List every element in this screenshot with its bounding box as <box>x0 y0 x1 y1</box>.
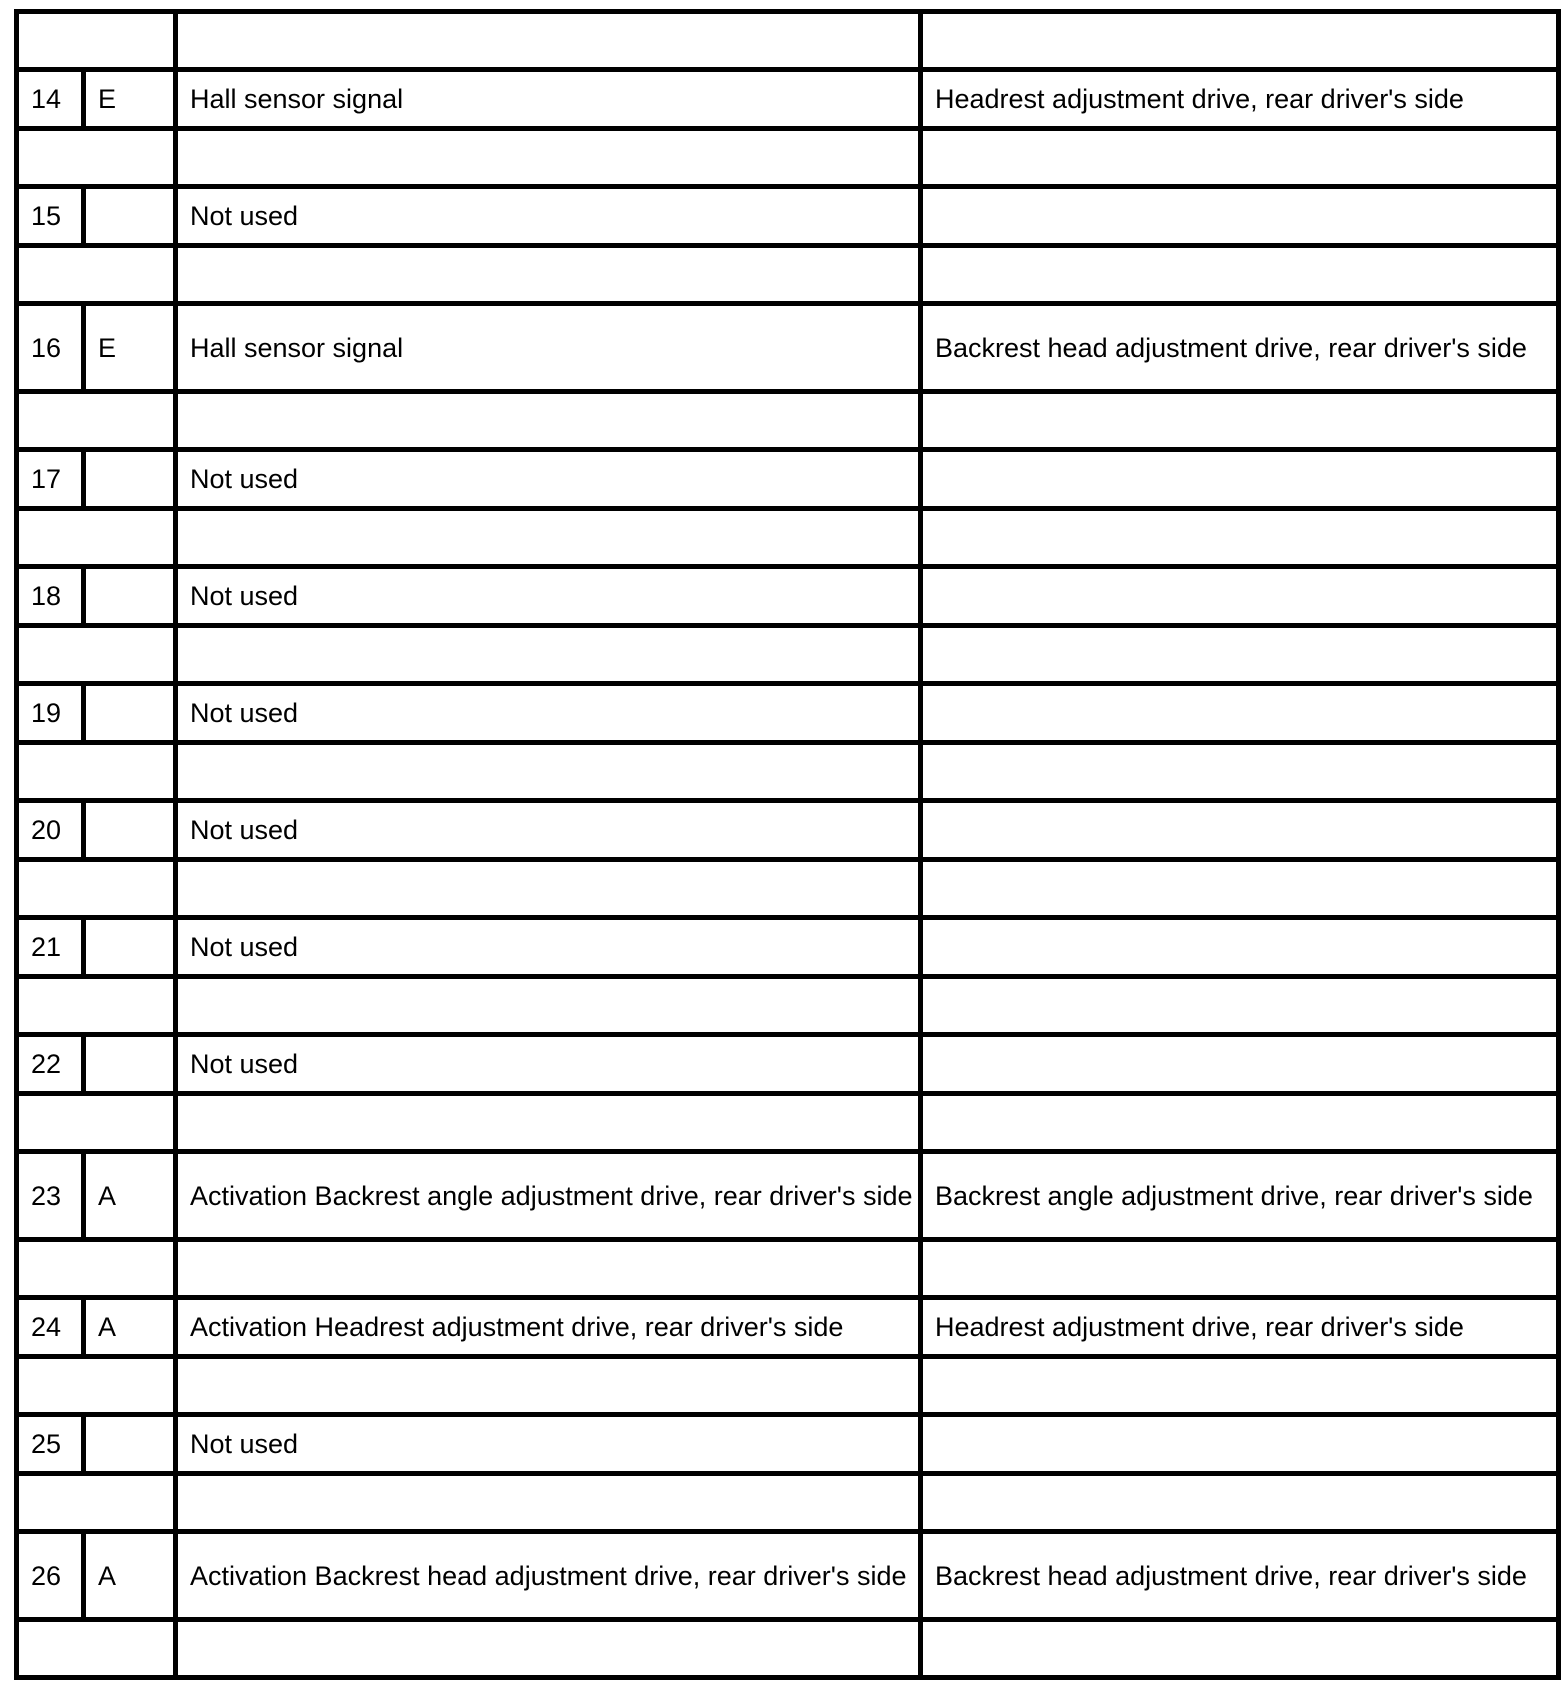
spacer-cell <box>176 1620 921 1678</box>
spacer-cell <box>176 129 921 187</box>
component-cell <box>921 801 1559 860</box>
spacer-cell <box>921 1474 1559 1532</box>
spacer-cell <box>921 860 1559 918</box>
signal-description-cell: Not used <box>176 684 921 743</box>
signal-description-cell: Activation Backrest head adjustment drive, rear driver's side <box>176 1532 921 1620</box>
spacer-cell <box>17 743 176 801</box>
spacer-cell <box>176 1474 921 1532</box>
component-cell: Headrest adjustment drive, rear driver's side <box>921 70 1559 129</box>
spacer-cell <box>17 1094 176 1152</box>
pin-row <box>17 1152 1559 1240</box>
pin-row <box>17 801 1559 860</box>
pin-number-cell: 14 <box>17 70 84 129</box>
signal-description-cell: Not used <box>176 801 921 860</box>
spacer-row <box>17 1240 1559 1298</box>
component-cell <box>921 918 1559 977</box>
signal-type-cell: A <box>84 1152 176 1240</box>
pin-number-cell: 26 <box>17 1532 84 1620</box>
spacer-cell <box>176 860 921 918</box>
signal-description-cell: Activation Headrest adjustment drive, rear driver's side <box>176 1298 921 1357</box>
signal-type-cell <box>84 684 176 743</box>
spacer-row <box>17 977 1559 1035</box>
spacer-cell <box>176 12 921 70</box>
pin-number-cell: 24 <box>17 1298 84 1357</box>
signal-type-cell <box>84 450 176 509</box>
signal-description-cell: Hall sensor signal <box>176 70 921 129</box>
component-cell <box>921 1035 1559 1094</box>
component-cell <box>921 684 1559 743</box>
pin-row <box>17 304 1559 392</box>
spacer-row <box>17 12 1559 70</box>
spacer-row <box>17 626 1559 684</box>
spacer-cell <box>921 1094 1559 1152</box>
signal-type-cell <box>84 187 176 246</box>
spacer-cell <box>17 626 176 684</box>
spacer-cell <box>176 509 921 567</box>
pin-row <box>17 918 1559 977</box>
spacer-cell <box>17 509 176 567</box>
signal-description-cell: Not used <box>176 1035 921 1094</box>
component-cell: Backrest angle adjustment drive, rear driver's side <box>921 1152 1559 1240</box>
signal-type-cell: E <box>84 304 176 392</box>
spacer-cell <box>921 977 1559 1035</box>
signal-type-cell: A <box>84 1532 176 1620</box>
pin-number-cell: 17 <box>17 450 84 509</box>
spacer-row <box>17 1474 1559 1532</box>
spacer-cell <box>921 509 1559 567</box>
pin-row <box>17 187 1559 246</box>
pin-number-cell: 20 <box>17 801 84 860</box>
signal-description-cell: Not used <box>176 567 921 626</box>
spacer-row <box>17 246 1559 304</box>
spacer-cell <box>921 12 1559 70</box>
pin-number-cell: 21 <box>17 918 84 977</box>
pin-row <box>17 1415 1559 1474</box>
spacer-cell <box>176 246 921 304</box>
signal-type-cell <box>84 1415 176 1474</box>
signal-description-cell: Not used <box>176 187 921 246</box>
spacer-cell <box>921 626 1559 684</box>
spacer-cell <box>176 977 921 1035</box>
spacer-cell <box>176 1357 921 1415</box>
spacer-cell <box>17 977 176 1035</box>
signal-type-cell <box>84 1035 176 1094</box>
component-cell <box>921 450 1559 509</box>
pin-number-cell: 18 <box>17 567 84 626</box>
component-cell: Backrest head adjustment drive, rear driver's side <box>921 304 1559 392</box>
spacer-cell <box>921 1240 1559 1298</box>
signal-type-cell: A <box>84 1298 176 1357</box>
component-cell: Backrest head adjustment drive, rear driver's side <box>921 1532 1559 1620</box>
spacer-cell <box>921 743 1559 801</box>
spacer-cell <box>17 1620 176 1678</box>
spacer-row <box>17 129 1559 187</box>
signal-description-cell: Not used <box>176 450 921 509</box>
pin-number-cell: 16 <box>17 304 84 392</box>
spacer-row <box>17 1094 1559 1152</box>
pin-number-cell: 22 <box>17 1035 84 1094</box>
component-cell <box>921 187 1559 246</box>
spacer-cell <box>17 392 176 450</box>
spacer-row <box>17 392 1559 450</box>
signal-description-cell: Not used <box>176 1415 921 1474</box>
pin-table-body <box>17 12 1559 1678</box>
pin-number-cell: 25 <box>17 1415 84 1474</box>
spacer-cell <box>17 12 176 70</box>
spacer-cell <box>176 392 921 450</box>
pin-row <box>17 567 1559 626</box>
signal-type-cell: E <box>84 70 176 129</box>
spacer-cell <box>17 860 176 918</box>
spacer-row <box>17 1620 1559 1678</box>
spacer-cell <box>17 129 176 187</box>
spacer-cell <box>921 392 1559 450</box>
spacer-row <box>17 509 1559 567</box>
spacer-row <box>17 860 1559 918</box>
pin-number-cell: 23 <box>17 1152 84 1240</box>
spacer-cell <box>176 1240 921 1298</box>
spacer-row <box>17 743 1559 801</box>
signal-description-cell: Not used <box>176 918 921 977</box>
spacer-cell <box>17 1474 176 1532</box>
pin-assignment-table <box>14 9 1561 1680</box>
signal-description-cell: Hall sensor signal <box>176 304 921 392</box>
pin-row <box>17 684 1559 743</box>
component-cell <box>921 1415 1559 1474</box>
spacer-cell <box>176 626 921 684</box>
signal-description-cell: Activation Backrest angle adjustment drive, rear driver's side <box>176 1152 921 1240</box>
spacer-cell <box>17 1357 176 1415</box>
pin-row <box>17 70 1559 129</box>
pin-row <box>17 1035 1559 1094</box>
component-cell: Headrest adjustment drive, rear driver's side <box>921 1298 1559 1357</box>
pin-number-cell: 19 <box>17 684 84 743</box>
spacer-cell <box>921 1620 1559 1678</box>
pin-row <box>17 1298 1559 1357</box>
spacer-cell <box>17 246 176 304</box>
signal-type-cell <box>84 567 176 626</box>
spacer-cell <box>921 1357 1559 1415</box>
spacer-cell <box>17 1240 176 1298</box>
spacer-cell <box>921 246 1559 304</box>
spacer-cell <box>176 1094 921 1152</box>
spacer-cell <box>921 129 1559 187</box>
component-cell <box>921 567 1559 626</box>
signal-type-cell <box>84 801 176 860</box>
spacer-cell <box>176 743 921 801</box>
pin-number-cell: 15 <box>17 187 84 246</box>
pin-row <box>17 1532 1559 1620</box>
signal-type-cell <box>84 918 176 977</box>
spacer-row <box>17 1357 1559 1415</box>
pin-row <box>17 450 1559 509</box>
